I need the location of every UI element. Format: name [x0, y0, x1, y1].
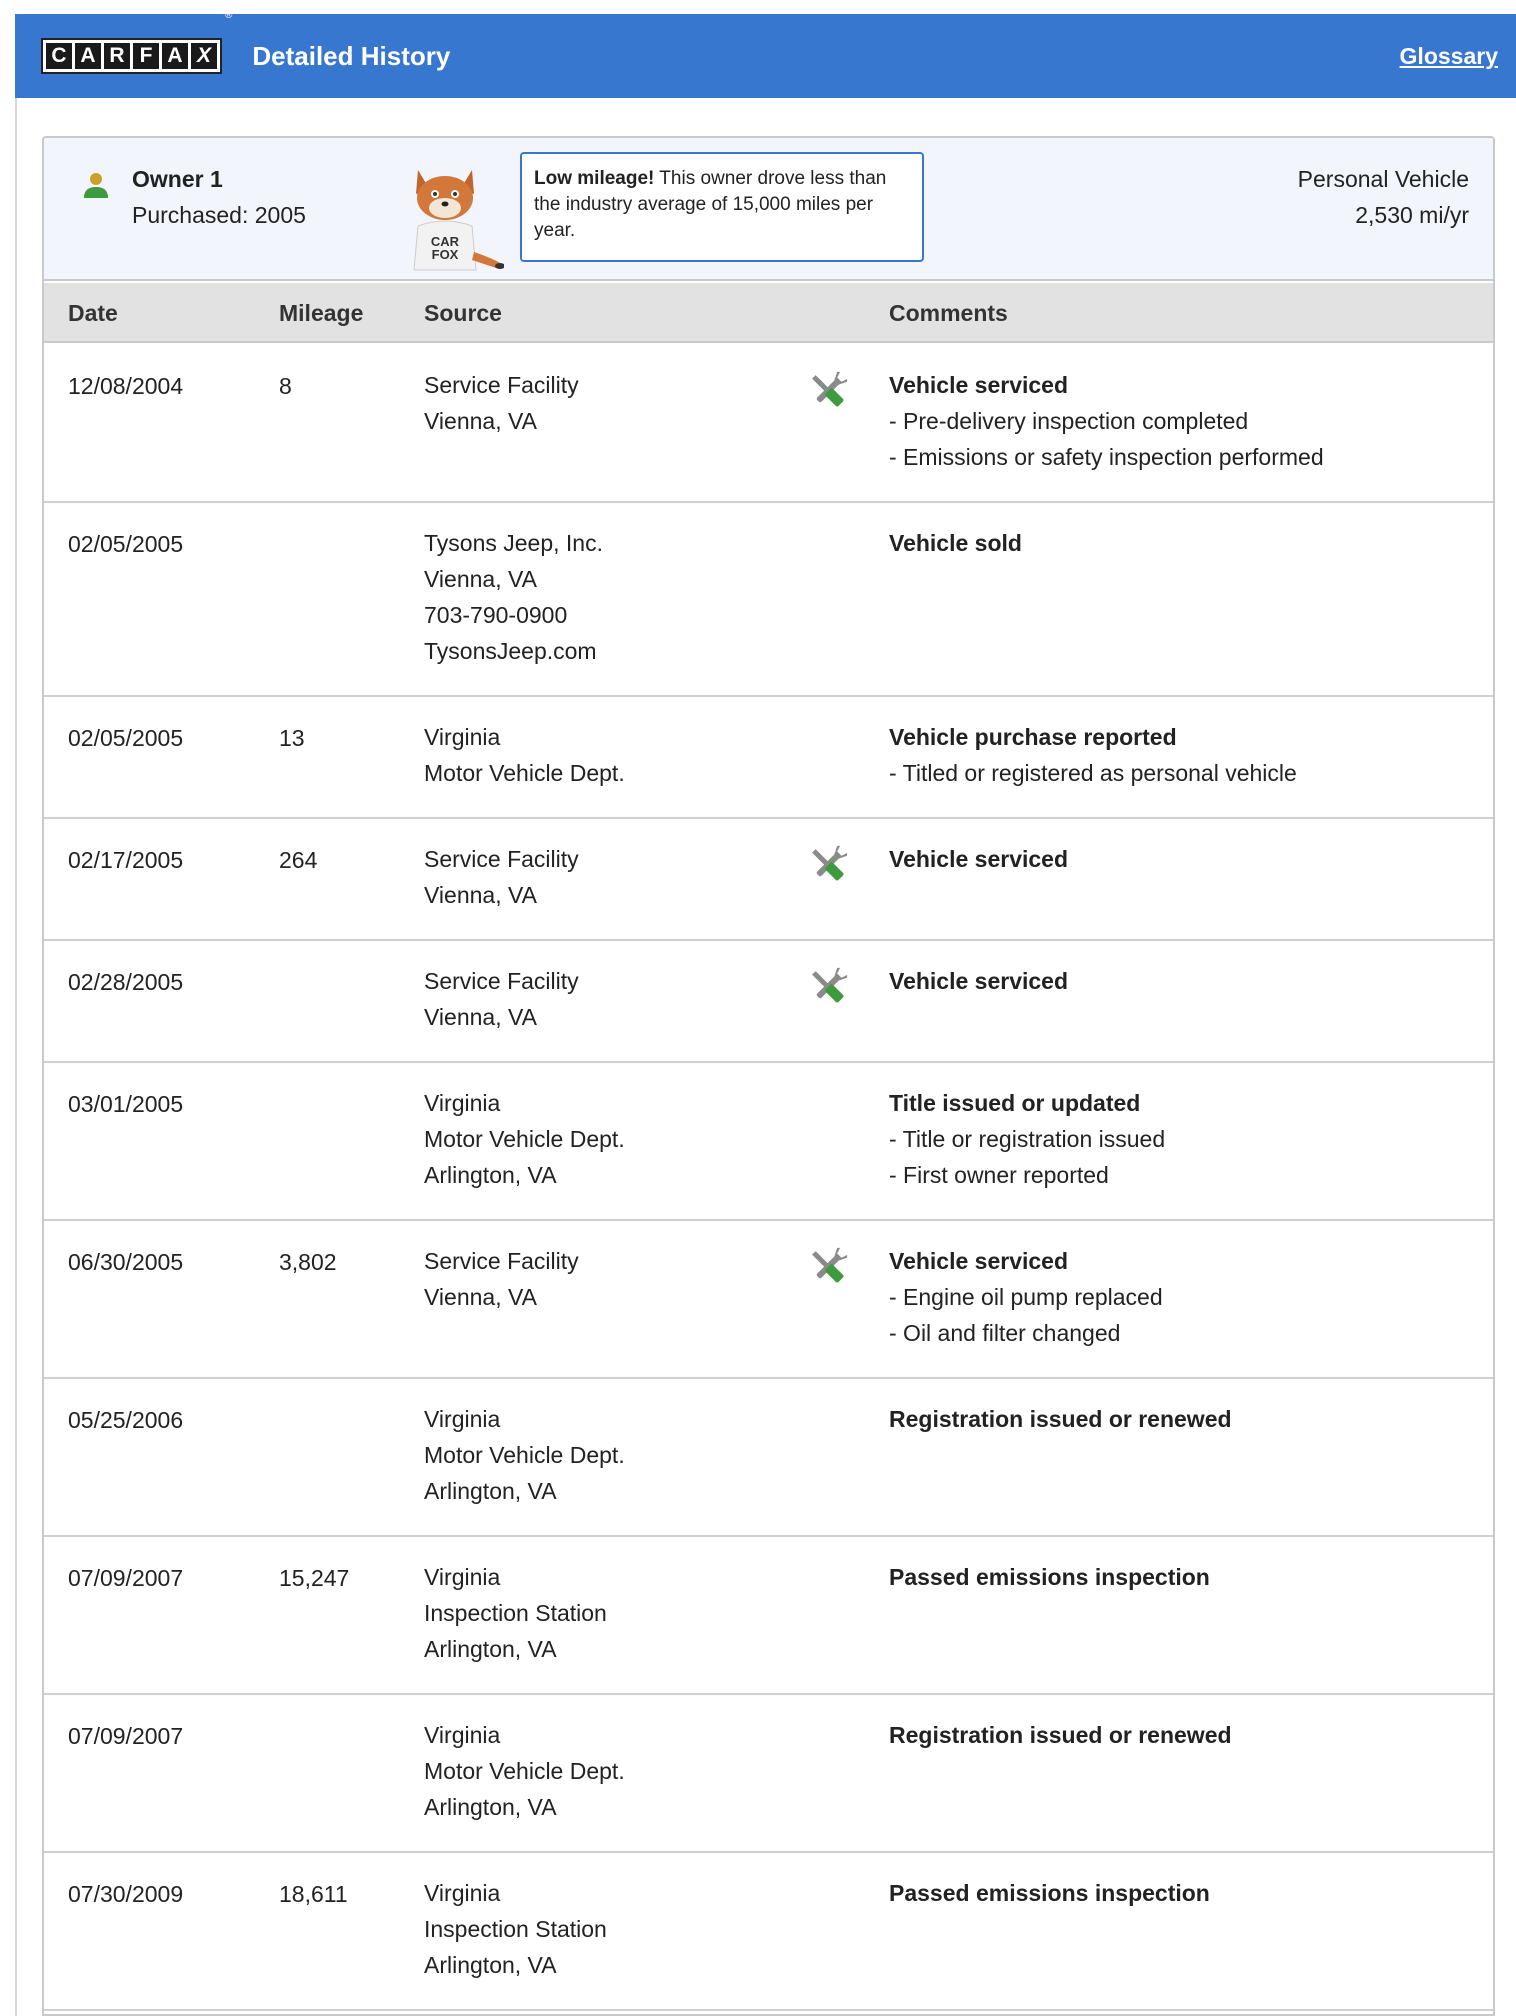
column-header-mileage: Mileage	[279, 300, 364, 326]
source-line: Service Facility	[424, 968, 579, 994]
owner-name: Owner 1	[132, 166, 223, 192]
row-comments	[889, 1559, 1210, 1595]
history-card	[42, 136, 1495, 2016]
owner-purchased: Purchased: 2005	[132, 202, 306, 228]
glossary-link[interactable]: Glossary	[1399, 42, 1498, 69]
source-line: Vienna, VA	[424, 566, 537, 592]
source-line: Arlington, VA	[424, 1162, 557, 1188]
row-date: 05/25/2006	[68, 1407, 184, 1433]
source-line: Motor Vehicle Dept.	[424, 760, 625, 786]
service-wrench-icon	[806, 965, 850, 1009]
source-line: Arlington, VA	[424, 1952, 557, 1978]
row-comments	[889, 719, 1297, 791]
source-line: Service Facility	[424, 372, 579, 398]
tooltip-bold: Low mileage!	[534, 168, 655, 189]
row-comments	[889, 367, 1324, 475]
source-line: Arlington, VA	[424, 1636, 557, 1662]
carfox-mascot-icon	[396, 160, 504, 278]
tooltip-text: This owner drove less than the industry average of 15,000 miles per year.	[534, 168, 887, 241]
source-line: Service Facility	[424, 846, 579, 872]
row-comments	[889, 1875, 1210, 1911]
row-mileage: 18,611	[279, 1881, 348, 1907]
comment-title: Passed emissions inspection	[889, 1880, 1210, 1906]
comment-item: - Engine oil pump replaced	[889, 1284, 1163, 1310]
source-line: TysonsJeep.com	[424, 638, 597, 664]
table-row	[44, 345, 1493, 503]
table-row	[44, 1379, 1493, 1537]
mileage-rate: 2,530 mi/yr	[1355, 202, 1469, 228]
row-mileage: 264	[279, 847, 318, 873]
row-comments	[889, 963, 1068, 999]
row-date: 07/09/2007	[68, 1723, 184, 1749]
row-source	[424, 1717, 625, 1825]
row-date: 02/17/2005	[68, 847, 184, 873]
row-comments	[889, 1717, 1232, 1753]
table-row	[44, 1063, 1493, 1221]
comment-title: Registration issued or renewed	[889, 1406, 1232, 1432]
page-header	[15, 10, 1516, 98]
table-row	[44, 697, 1493, 819]
logo-letter: C	[46, 43, 72, 69]
table-row	[44, 1695, 1493, 1853]
row-comments	[889, 841, 1068, 877]
logo-letter: A	[162, 43, 188, 69]
row-date: 06/30/2005	[68, 1249, 184, 1275]
source-line: Vienna, VA	[424, 408, 537, 434]
comment-title: Vehicle serviced	[889, 968, 1069, 994]
row-source	[424, 1085, 625, 1193]
logo-letter: F	[133, 43, 159, 69]
source-line: Inspection Station	[424, 1916, 607, 1942]
row-source	[424, 841, 579, 913]
vehicle-type: Personal Vehicle	[1297, 166, 1469, 192]
row-source	[424, 963, 579, 1035]
comment-item: - Titled or registered as personal vehicle	[889, 760, 1297, 786]
row-date: 07/30/2009	[68, 1881, 184, 1907]
row-comments	[889, 1243, 1163, 1351]
column-header-source: Source	[424, 300, 502, 326]
comment-item: - First owner reported	[889, 1162, 1109, 1188]
source-line: 703-790-0900	[424, 602, 568, 628]
row-date: 02/28/2005	[68, 969, 184, 995]
row-comments	[889, 1401, 1232, 1437]
row-source	[424, 1401, 625, 1509]
source-line: Virginia	[424, 1722, 501, 1748]
comment-title: Vehicle purchase reported	[889, 724, 1177, 750]
comment-item: - Title or registration issued	[889, 1126, 1166, 1152]
column-header-comments: Comments	[889, 300, 1008, 326]
row-source	[424, 1559, 607, 1667]
service-wrench-icon	[806, 1245, 850, 1289]
source-line: Vienna, VA	[424, 1004, 537, 1030]
svg-text:CAR: CAR	[430, 234, 460, 249]
service-wrench-icon	[806, 843, 850, 887]
table-row	[44, 1221, 1493, 1379]
owner-summary	[44, 138, 1493, 281]
page-title: Detailed History	[252, 40, 451, 71]
source-line: Virginia	[424, 724, 501, 750]
row-date: 02/05/2005	[68, 725, 184, 751]
row-mileage: 13	[279, 725, 305, 751]
comment-item: - Oil and filter changed	[889, 1320, 1121, 1346]
logo-letter: A	[75, 43, 101, 69]
row-source	[424, 719, 625, 791]
row-mileage: 15,247	[279, 1565, 350, 1591]
svg-text:FOX: FOX	[431, 247, 459, 262]
table-row	[44, 819, 1493, 941]
source-line: Arlington, VA	[424, 1794, 557, 1820]
comment-title: Vehicle serviced	[889, 372, 1069, 398]
source-line: Arlington, VA	[424, 1478, 557, 1504]
table-row	[44, 1537, 1493, 1695]
column-header-date: Date	[68, 300, 118, 326]
row-date: 02/05/2005	[68, 531, 184, 557]
source-line: Virginia	[424, 1406, 501, 1432]
history-rows	[44, 345, 1493, 2011]
comment-title: Vehicle serviced	[889, 846, 1069, 872]
row-date: 03/01/2005	[68, 1091, 184, 1117]
source-line: Motor Vehicle Dept.	[424, 1758, 625, 1784]
source-line: Inspection Station	[424, 1600, 607, 1626]
carfax-logo	[41, 38, 222, 74]
row-source	[424, 367, 579, 439]
row-date: 07/09/2007	[68, 1565, 184, 1591]
service-wrench-icon	[806, 369, 850, 413]
person-icon	[82, 170, 110, 200]
comment-title: Vehicle serviced	[889, 1248, 1069, 1274]
logo-letter: R	[104, 43, 130, 69]
source-line: Virginia	[424, 1880, 501, 1906]
table-row	[44, 941, 1493, 1063]
comment-title: Passed emissions inspection	[889, 1564, 1210, 1590]
source-line: Vienna, VA	[424, 1284, 537, 1310]
row-source	[424, 1875, 607, 1983]
registered-mark: ®	[225, 10, 233, 21]
comment-title: Registration issued or renewed	[889, 1722, 1232, 1748]
source-line: Vienna, VA	[424, 882, 537, 908]
table-row	[44, 1853, 1493, 2011]
row-source	[424, 1243, 579, 1315]
comment-item: - Pre-delivery inspection completed	[889, 408, 1249, 434]
logo-letter: X	[191, 43, 217, 69]
source-line: Motor Vehicle Dept.	[424, 1126, 625, 1152]
comment-item: - Emissions or safety inspection performed	[889, 444, 1324, 470]
table-header	[44, 283, 1493, 343]
source-line: Tysons Jeep, Inc.	[424, 530, 603, 556]
row-source	[424, 525, 603, 669]
row-mileage: 8	[279, 373, 292, 399]
source-line: Motor Vehicle Dept.	[424, 1442, 625, 1468]
source-line: Virginia	[424, 1564, 501, 1590]
row-date: 12/08/2004	[68, 373, 184, 399]
row-comments	[889, 1085, 1165, 1193]
row-comments	[889, 525, 1022, 561]
source-line: Service Facility	[424, 1248, 579, 1274]
row-mileage: 3,802	[279, 1249, 337, 1275]
source-line: Virginia	[424, 1090, 501, 1116]
comment-title: Vehicle sold	[889, 530, 1022, 556]
table-row	[44, 503, 1493, 697]
low-mileage-tooltip	[520, 152, 924, 262]
comment-title: Title issued or updated	[889, 1090, 1141, 1116]
